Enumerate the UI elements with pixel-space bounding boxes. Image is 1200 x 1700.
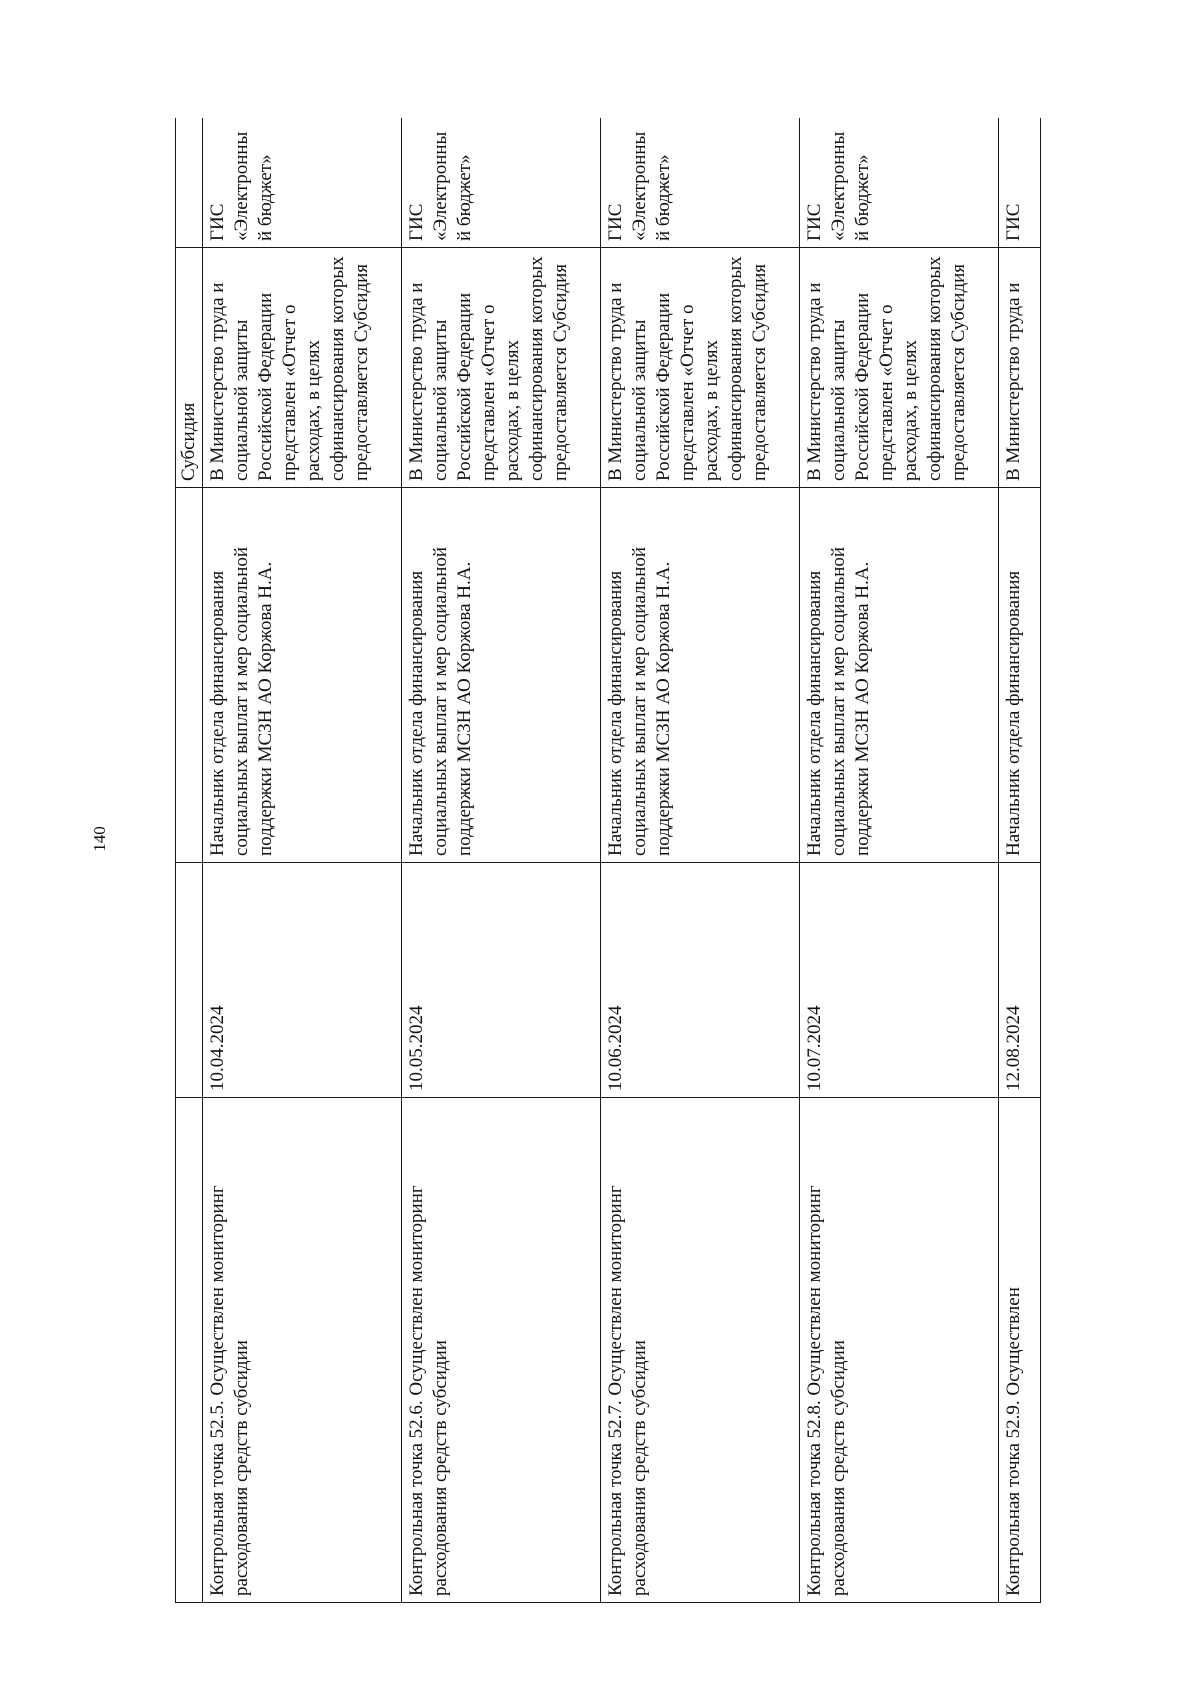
responsible-cell: Начальник отдела финансирования социальных выплат и мер социальной поддержки МСЗН АО Коржова Н.А. <box>402 488 601 863</box>
control-point-cell: Контрольная точка 52.6. Осуществлен мониторинг расходования средств субсидии <box>402 1098 601 1603</box>
control-point-cell: Контрольная точка 52.7. Осуществлен мониторинг расходования средств субсидии <box>601 1098 800 1603</box>
table-row <box>402 118 601 1603</box>
responsible-cell: Начальник отдела финансирования социальных выплат и мер социальной поддержки МСЗН АО Коржова Н.А. <box>800 488 999 863</box>
system-cell: ГИС <box>999 118 1041 248</box>
header-cell-date <box>176 863 203 1098</box>
table-frame <box>175 118 1115 1603</box>
result-cell: В Министерство труда и <box>999 248 1041 488</box>
header-fragment-row <box>176 118 203 1603</box>
page-number: 140 <box>90 826 109 852</box>
result-cell: В Министерство труда и социальной защиты Российской Федерации представлен «Отчет о расходах, в целях софинансирования которых предоставляется Субсидия <box>601 248 800 488</box>
system-cell: ГИС «Электронный бюджет» <box>402 118 601 248</box>
responsible-cell: Начальник отдела финансирования социальных выплат и мер социальной поддержки МСЗН АО Коржова Н.А. <box>203 488 402 863</box>
date-cell: 10.04.2024 <box>203 863 402 1098</box>
control-point-cell: Контрольная точка 52.9. Осуществлен <box>999 1098 1041 1603</box>
system-cell: ГИС «Электронный бюджет» <box>601 118 800 248</box>
date-cell: 10.07.2024 <box>800 863 999 1098</box>
header-cell-point <box>176 1098 203 1603</box>
result-cell: В Министерство труда и социальной защиты Российской Федерации представлен «Отчет о расходах, в целях софинансирования которых предоставляется Субсидия <box>203 248 402 488</box>
table-row <box>601 118 800 1603</box>
result-cell: В Министерство труда и социальной защиты Российской Федерации представлен «Отчет о расходах, в целях софинансирования которых предоставляется Субсидия <box>402 248 601 488</box>
header-cell-responsible <box>176 488 203 863</box>
result-cell: В Министерство труда и социальной защиты Российской Федерации представлен «Отчет о расходах, в целях софинансирования которых предоставляется Субсидия <box>800 248 999 488</box>
system-cell: ГИС «Электронный бюджет» <box>203 118 402 248</box>
date-cell: 12.08.2024 <box>999 863 1041 1098</box>
date-cell: 10.05.2024 <box>402 863 601 1098</box>
control-points-table <box>175 118 1041 1603</box>
table-row-partial <box>999 118 1041 1603</box>
date-cell: 10.06.2024 <box>601 863 800 1098</box>
table-row <box>203 118 402 1603</box>
responsible-cell: Начальник отдела финансирования <box>999 488 1041 863</box>
header-cell-system <box>176 118 203 248</box>
control-point-cell: Контрольная точка 52.5. Осуществлен мониторинг расходования средств субсидии <box>203 1098 402 1603</box>
system-cell: ГИС «Электронный бюджет» <box>800 118 999 248</box>
table-row <box>800 118 999 1603</box>
control-point-cell: Контрольная точка 52.8. Осуществлен мониторинг расходования средств субсидии <box>800 1098 999 1603</box>
rotated-table-wrapper <box>175 118 1115 1603</box>
header-cell-result: Субсидия <box>176 248 203 488</box>
responsible-cell: Начальник отдела финансирования социальных выплат и мер социальной поддержки МСЗН АО Коржова Н.А. <box>601 488 800 863</box>
